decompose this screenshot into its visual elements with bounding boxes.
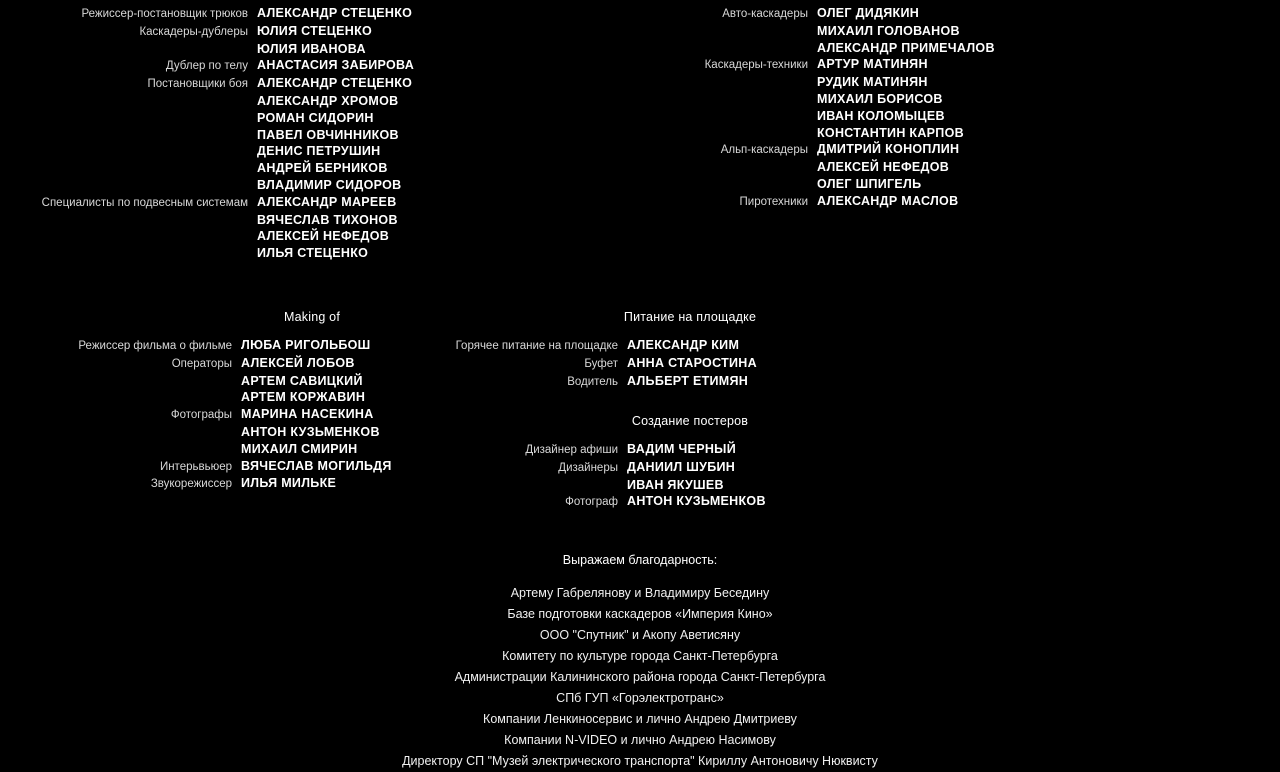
- credits-block-thanks: [0, 553, 1280, 772]
- credit-role: Фотографы: [170, 409, 232, 422]
- credit-name: АЛЕКСАНДР КИМ: [627, 338, 740, 352]
- credit-name: ЛЮБА РИГОЛЬБОШ: [241, 338, 371, 352]
- credit-name: АЛЕКСЕЙ НЕФЕДОВ: [257, 229, 390, 244]
- credit-row: [632, 23, 1082, 40]
- credit-row: [430, 441, 950, 459]
- credit-role: Водитель: [567, 375, 618, 388]
- credit-name: АНТОН КУЗЬМЕНКОВ: [241, 424, 380, 439]
- credit-name: МИХАИЛ БОРИСОВ: [817, 91, 943, 106]
- credit-row: [430, 337, 950, 355]
- credit-name: АЛЕКСАНДР СТЕЦЕНКО: [257, 6, 413, 20]
- credit-role: Фотограф: [565, 496, 618, 509]
- credit-name: АНДРЕЙ БЕРНИКОВ: [257, 161, 388, 176]
- credit-row: [0, 212, 520, 229]
- credit-role: Каскадеры-дублеры: [139, 25, 248, 38]
- credit-row: [0, 245, 520, 262]
- credit-row: [0, 5, 520, 23]
- thanks-line: Базе подготовки каскадеров «Империя Кино»: [507, 607, 773, 621]
- thanks-line: Артему Габрелянову и Владимиру Беседину: [510, 586, 770, 600]
- credit-row: [632, 74, 1082, 91]
- credit-name: ДМИТРИЙ КОНОПЛИН: [817, 142, 960, 157]
- credit-row: [632, 91, 1082, 108]
- credit-name: АРТУР МАТИНЯН: [817, 57, 928, 72]
- credit-role: Звукорежиссер: [150, 478, 232, 491]
- thanks-line: Компании Ленкиносервис и лично Андрею Дмитриеву: [483, 712, 797, 726]
- credit-name: ЮЛИЯ ИВАНОВА: [257, 41, 366, 56]
- credit-name: АННА СТАРОСТИНА: [627, 355, 757, 370]
- credit-row: [0, 75, 520, 93]
- credit-row: [430, 373, 950, 391]
- credit-name: АЛЬБЕРТ ЕТИМЯН: [627, 373, 749, 388]
- credit-role: Дизайнеры: [558, 461, 618, 474]
- credit-row: [0, 23, 520, 41]
- credit-role: Буфет: [584, 357, 618, 370]
- credit-name: ИВАН ЯКУШЕВ: [627, 477, 724, 492]
- credit-name: ЮЛИЯ СТЕЦЕНКО: [257, 23, 373, 38]
- credit-row: [430, 477, 950, 494]
- credit-row: [632, 5, 1082, 23]
- credit-name: АЛЕКСАНДР ПРИМЕЧАЛОВ: [817, 40, 995, 55]
- credit-name: МАРИНА НАСЕКИНА: [241, 407, 374, 422]
- credit-row: [0, 110, 520, 127]
- credit-row: [0, 143, 520, 160]
- thanks-line: Компании N-VIDEO и лично Андрею Насимову: [504, 733, 776, 747]
- credit-name: МИХАИЛ СМИРИН: [241, 441, 358, 456]
- credit-row: [0, 160, 520, 177]
- credit-name: АЛЕКСЕЙ НЕФЕДОВ: [817, 160, 950, 175]
- credit-role: Операторы: [171, 357, 232, 370]
- thanks-line: СПб ГУП «Горэлектротранс»: [556, 691, 724, 705]
- credit-row: [632, 193, 1082, 211]
- credits-block-stunts-right: [632, 5, 1082, 211]
- credit-row: [0, 228, 520, 245]
- credit-row: [430, 493, 950, 511]
- credit-role: Пиротехники: [739, 195, 808, 208]
- credit-row: [0, 93, 520, 110]
- credit-role: Горячее питание на площадке: [455, 340, 618, 352]
- credit-name: ВЯЧЕСЛАВ ТИХОНОВ: [257, 212, 398, 227]
- credit-role: Интерьвьюер: [159, 460, 232, 473]
- credit-row: [632, 159, 1082, 176]
- credit-row: [632, 176, 1082, 193]
- credit-name: ОЛЕГ ДИДЯКИН: [817, 6, 920, 20]
- credit-name: ПАВЕЛ ОВЧИННИКОВ: [257, 127, 399, 142]
- credit-name: ВЯЧЕСЛАВ МОГИЛЬДЯ: [241, 458, 392, 473]
- credit-name: АРТЕМ САВИЦКИЙ: [241, 373, 363, 388]
- credit-role: Режиссер-постановщик трюков: [81, 8, 248, 20]
- thanks-line: Администрации Калининского района города Санкт-Петербурга: [454, 670, 826, 684]
- credit-role: Дублер по телу: [165, 60, 248, 73]
- credit-name: АРТЕМ КОРЖАВИН: [241, 390, 366, 405]
- credit-row: [430, 459, 950, 477]
- credit-role: Постановщики боя: [147, 78, 248, 91]
- credit-role: Дизайнер афиши: [525, 444, 618, 456]
- credit-role: Режиссер фильма о фильме: [78, 340, 232, 352]
- credit-row: [0, 194, 520, 212]
- credit-row: [0, 57, 520, 75]
- thanks-line: Директору СП "Музей электрического транспорта" Кириллу Антоновичу Нюквисту: [402, 754, 878, 768]
- credit-name: АЛЕКСЕЙ ЛОБОВ: [241, 355, 355, 370]
- credit-row: [52, 389, 572, 406]
- credits-block-posters: [430, 414, 950, 511]
- credit-name: ОЛЕГ ШПИГЕЛЬ: [817, 176, 922, 191]
- credit-row: [632, 125, 1082, 142]
- credit-name: АЛЕКСАНДР СТЕЦЕНКО: [257, 76, 413, 91]
- credit-role: Каскадеры-техники: [704, 59, 808, 72]
- credit-row: [430, 355, 950, 373]
- section-heading: Making of: [284, 310, 340, 324]
- credits-block-stunts-left: [0, 5, 520, 262]
- credit-name: ВАДИМ ЧЕРНЫЙ: [627, 442, 736, 456]
- credit-row: [0, 177, 520, 194]
- section-heading: Создание постеров: [631, 414, 749, 428]
- credit-name: МИХАИЛ ГОЛОВАНОВ: [817, 23, 960, 38]
- credit-row: [632, 40, 1082, 57]
- credit-role: Специалисты по подвесным системам: [41, 196, 248, 209]
- credit-name: ДЕНИС ПЕТРУШИН: [257, 144, 381, 159]
- credit-row: [0, 41, 520, 58]
- credit-name: ИЛЬЯ МИЛЬКЕ: [241, 476, 337, 491]
- credit-name: АНТОН КУЗЬМЕНКОВ: [627, 494, 766, 509]
- credits-block-catering: [430, 310, 950, 390]
- thanks-line: ООО "Спутник" и Акопу Аветисяну: [539, 628, 741, 642]
- credit-name: РОМАН СИДОРИН: [257, 110, 374, 125]
- credit-name: РУДИК МАТИНЯН: [817, 75, 928, 90]
- credit-row: [632, 56, 1082, 74]
- thanks-line: Комитету по культуре города Санкт-Петербурга: [502, 649, 778, 663]
- credit-name: ВЛАДИМИР СИДОРОВ: [257, 177, 402, 192]
- credit-name: ИЛЬЯ СТЕЦЕНКО: [257, 246, 369, 261]
- credit-name: АНАСТАСИЯ ЗАБИРОВА: [257, 58, 415, 73]
- credit-row: [632, 141, 1082, 159]
- credit-name: ДАНИИЛ ШУБИН: [627, 459, 736, 474]
- credit-name: АЛЕКСАНДР МАСЛОВ: [817, 193, 959, 208]
- credit-role: Альп-каскадеры: [720, 144, 808, 157]
- credit-name: АЛЕКСАНДР МАРЕЕВ: [257, 194, 397, 209]
- credit-name: КОНСТАНТИН КАРПОВ: [817, 125, 964, 140]
- credit-name: ИВАН КОЛОМЫЦЕВ: [817, 108, 945, 123]
- credit-row: [0, 127, 520, 144]
- credit-row: [632, 108, 1082, 125]
- section-heading: Питание на площадке: [623, 310, 757, 324]
- thanks-title: Выражаем благодарность:: [562, 553, 718, 567]
- credit-name: АЛЕКСАНДР ХРОМОВ: [257, 93, 399, 108]
- credit-role: Авто-каскадеры: [722, 8, 808, 20]
